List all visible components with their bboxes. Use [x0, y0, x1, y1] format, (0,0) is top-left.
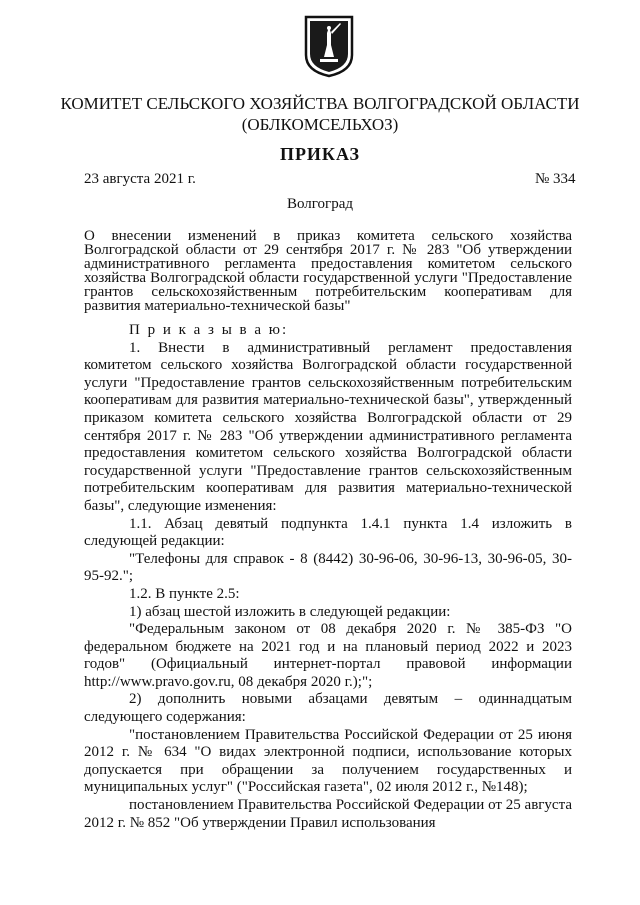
paragraph: "Телефоны для справок - 8 (8442) 30-96-06, 30-96-13, 30-96-05, 30-95-92.";: [84, 550, 572, 585]
order-body: [84, 322, 572, 832]
committee-name-line1: КОМИТЕТ СЕЛЬСКОГО ХОЗЯЙСТВА ВОЛГОГРАДСКОЙ ОБЛАСТИ: [60, 94, 580, 113]
committee-name: [0, 93, 640, 135]
volgograd-emblem-icon: [304, 15, 354, 78]
order-subject: О внесении изменений в приказ комитета сельского хозяйства Волгоградской области от 29 сентября 2017 г. № 283 "Об утверждении административного регламента предоставления комитетом сельского хозяйства Волгоградской области государственной услуги "Предоставление грантов сельскохозяйственным потребительским кооперативам для развития материально-технической базы": [84, 228, 572, 314]
paragraph: "постановлением Правительства Российской Федерации от 25 июня 2012 г. № 634 "О видах электронной подписи, использование которых допускается при обращении за получением государственных и муниципальных услуг" ("Российская газета", 02 июля 2012 г., №148);: [84, 726, 572, 796]
order-number: № 334: [535, 171, 576, 187]
order-directive: П р и к а з ы в а ю:: [129, 322, 289, 338]
paragraph: постановлением Правительства Российской Федерации от 25 августа 2012 г. № 852 "Об утверждении Правил использования: [84, 797, 572, 831]
document-type: ПРИКАЗ: [279, 144, 361, 164]
committee-name-line2: (ОБЛКОМСЕЛЬХОЗ): [241, 115, 399, 134]
city: Волгоград: [286, 196, 353, 212]
paragraph: "Федеральным законом от 08 декабря 2020 г. № 385-ФЗ "О федеральном бюджете на 2021 год и на плановый период 2022 и 2023 годов" (Официальный интернет-портал правовой информации http://www.pravo.gov.ru, 08 декабря 2020 г.);";: [84, 621, 572, 690]
paragraph: 2) дополнить новыми абзацами девятым – одиннадцатым следующего содержания:: [84, 691, 572, 726]
paragraph: 1.2. В пункте 2.5:: [129, 585, 240, 602]
paragraph: 1. Внести в административный регламент предоставления комитетом сельского хозяйства Волгоградской области государственной услуги "Предоставление грантов сельскохозяйственным потребительским кооперативам для развития материально-технической базы", утвержденный приказом комитета сельского хозяйства Волгоградской области от 29 сентября 2017 г. № 283 "Об утверждении административного регламента предоставления комитетом сельского хозяйства Волгоградской области государственной услуги "Предоставление грантов сельскохозяйственным потребительским кооперативам для развития материально-технической базы", следующие изменения:: [84, 339, 572, 514]
paragraph: 1) абзац шестой изложить в следующей редакции:: [129, 603, 451, 620]
order-date: 23 августа 2021 г.: [84, 171, 196, 187]
paragraph: 1.1. Абзац девятый подпункта 1.4.1 пункта 1.4 изложить в следующей редакции:: [84, 515, 572, 550]
